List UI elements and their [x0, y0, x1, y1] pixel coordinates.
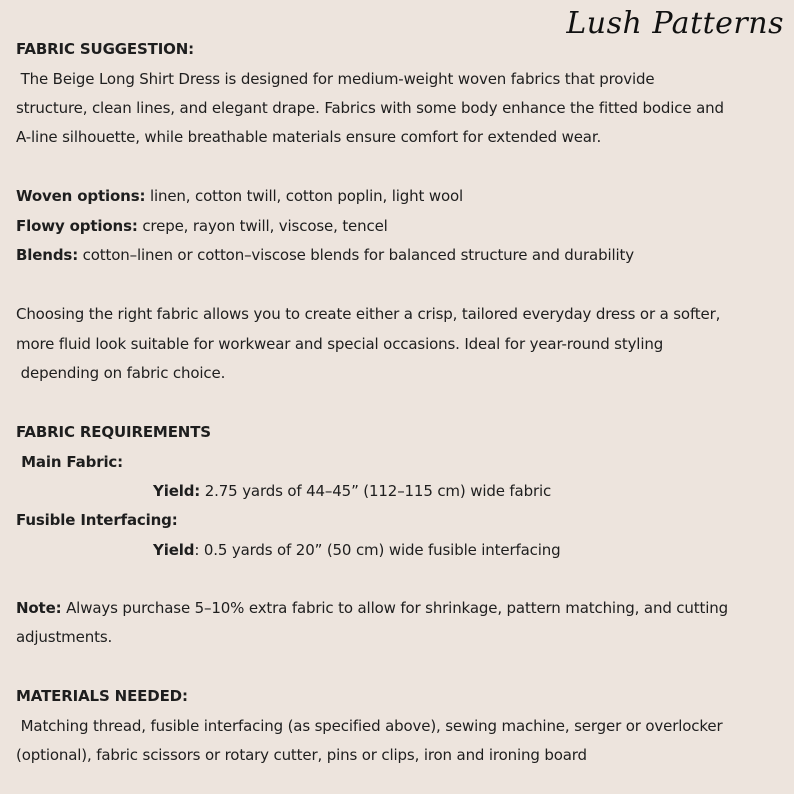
note-row	[16, 598, 728, 618]
fabric-suggestion-line-1: The Beige Long Shirt Dress is designed for medium-weight woven fabrics that provide	[16, 70, 655, 88]
main-fabric-yield-row	[153, 481, 551, 501]
main-fabric-yield-label: Yield:	[153, 482, 201, 500]
blends-label: Blends:	[16, 246, 79, 264]
main-fabric-yield-text: 2.75 yards of 44–45” (112–115 cm) wide fabric	[200, 482, 552, 500]
flowy-options-text: crepe, rayon twill, viscose, tencel	[137, 217, 388, 235]
main-fabric-label: Main Fabric:	[16, 453, 124, 471]
flowy-options-label: Flowy options:	[16, 217, 138, 235]
note-line-2: adjustments.	[16, 628, 113, 646]
blends-row	[16, 245, 634, 265]
choosing-line-2: more fluid look suitable for workwear and special occasions. Ideal for year-round styling	[16, 335, 664, 353]
materials-line-2: (optional), fabric scissors or rotary cutter, pins or clips, iron and ironing board	[16, 746, 587, 764]
woven-options-label: Woven options:	[16, 187, 146, 205]
woven-options-row	[16, 186, 463, 206]
note-text: Always purchase 5–10% extra fabric to allow for shrinkage, pattern matching, and cutting	[61, 599, 728, 617]
materials-line-1: Matching thread, fusible interfacing (as specified above), sewing machine, serger or overlocker	[16, 717, 723, 735]
brand-logo: Lush Patterns	[566, 6, 784, 41]
choosing-line-1: Choosing the right fabric allows you to create either a crisp, tailored everyday dress or a softer,	[16, 305, 721, 323]
choosing-line-3: depending on fabric choice.	[16, 364, 226, 382]
fabric-suggestion-heading: FABRIC SUGGESTION:	[16, 40, 195, 58]
fusible-yield-text: : 0.5 yards of 20” (50 cm) wide fusible interfacing	[194, 541, 561, 559]
blends-text: cotton–linen or cotton–viscose blends for balanced structure and durability	[78, 246, 634, 264]
fabric-requirements-heading: FABRIC REQUIREMENTS	[16, 423, 211, 441]
fusible-interfacing-label: Fusible Interfacing:	[16, 511, 178, 529]
woven-options-text: linen, cotton twill, cotton poplin, light wool	[145, 187, 464, 205]
materials-heading: MATERIALS NEEDED:	[16, 687, 188, 705]
fabric-suggestion-line-2: structure, clean lines, and elegant drape. Fabrics with some body enhance the fitted bodice and	[16, 99, 724, 117]
note-label: Note:	[16, 599, 62, 617]
fabric-suggestion-line-3: A-line silhouette, while breathable materials ensure comfort for extended wear.	[16, 128, 602, 146]
fusible-yield-row	[153, 540, 561, 560]
flowy-options-row	[16, 216, 388, 236]
fusible-yield-label: Yield	[153, 541, 195, 559]
